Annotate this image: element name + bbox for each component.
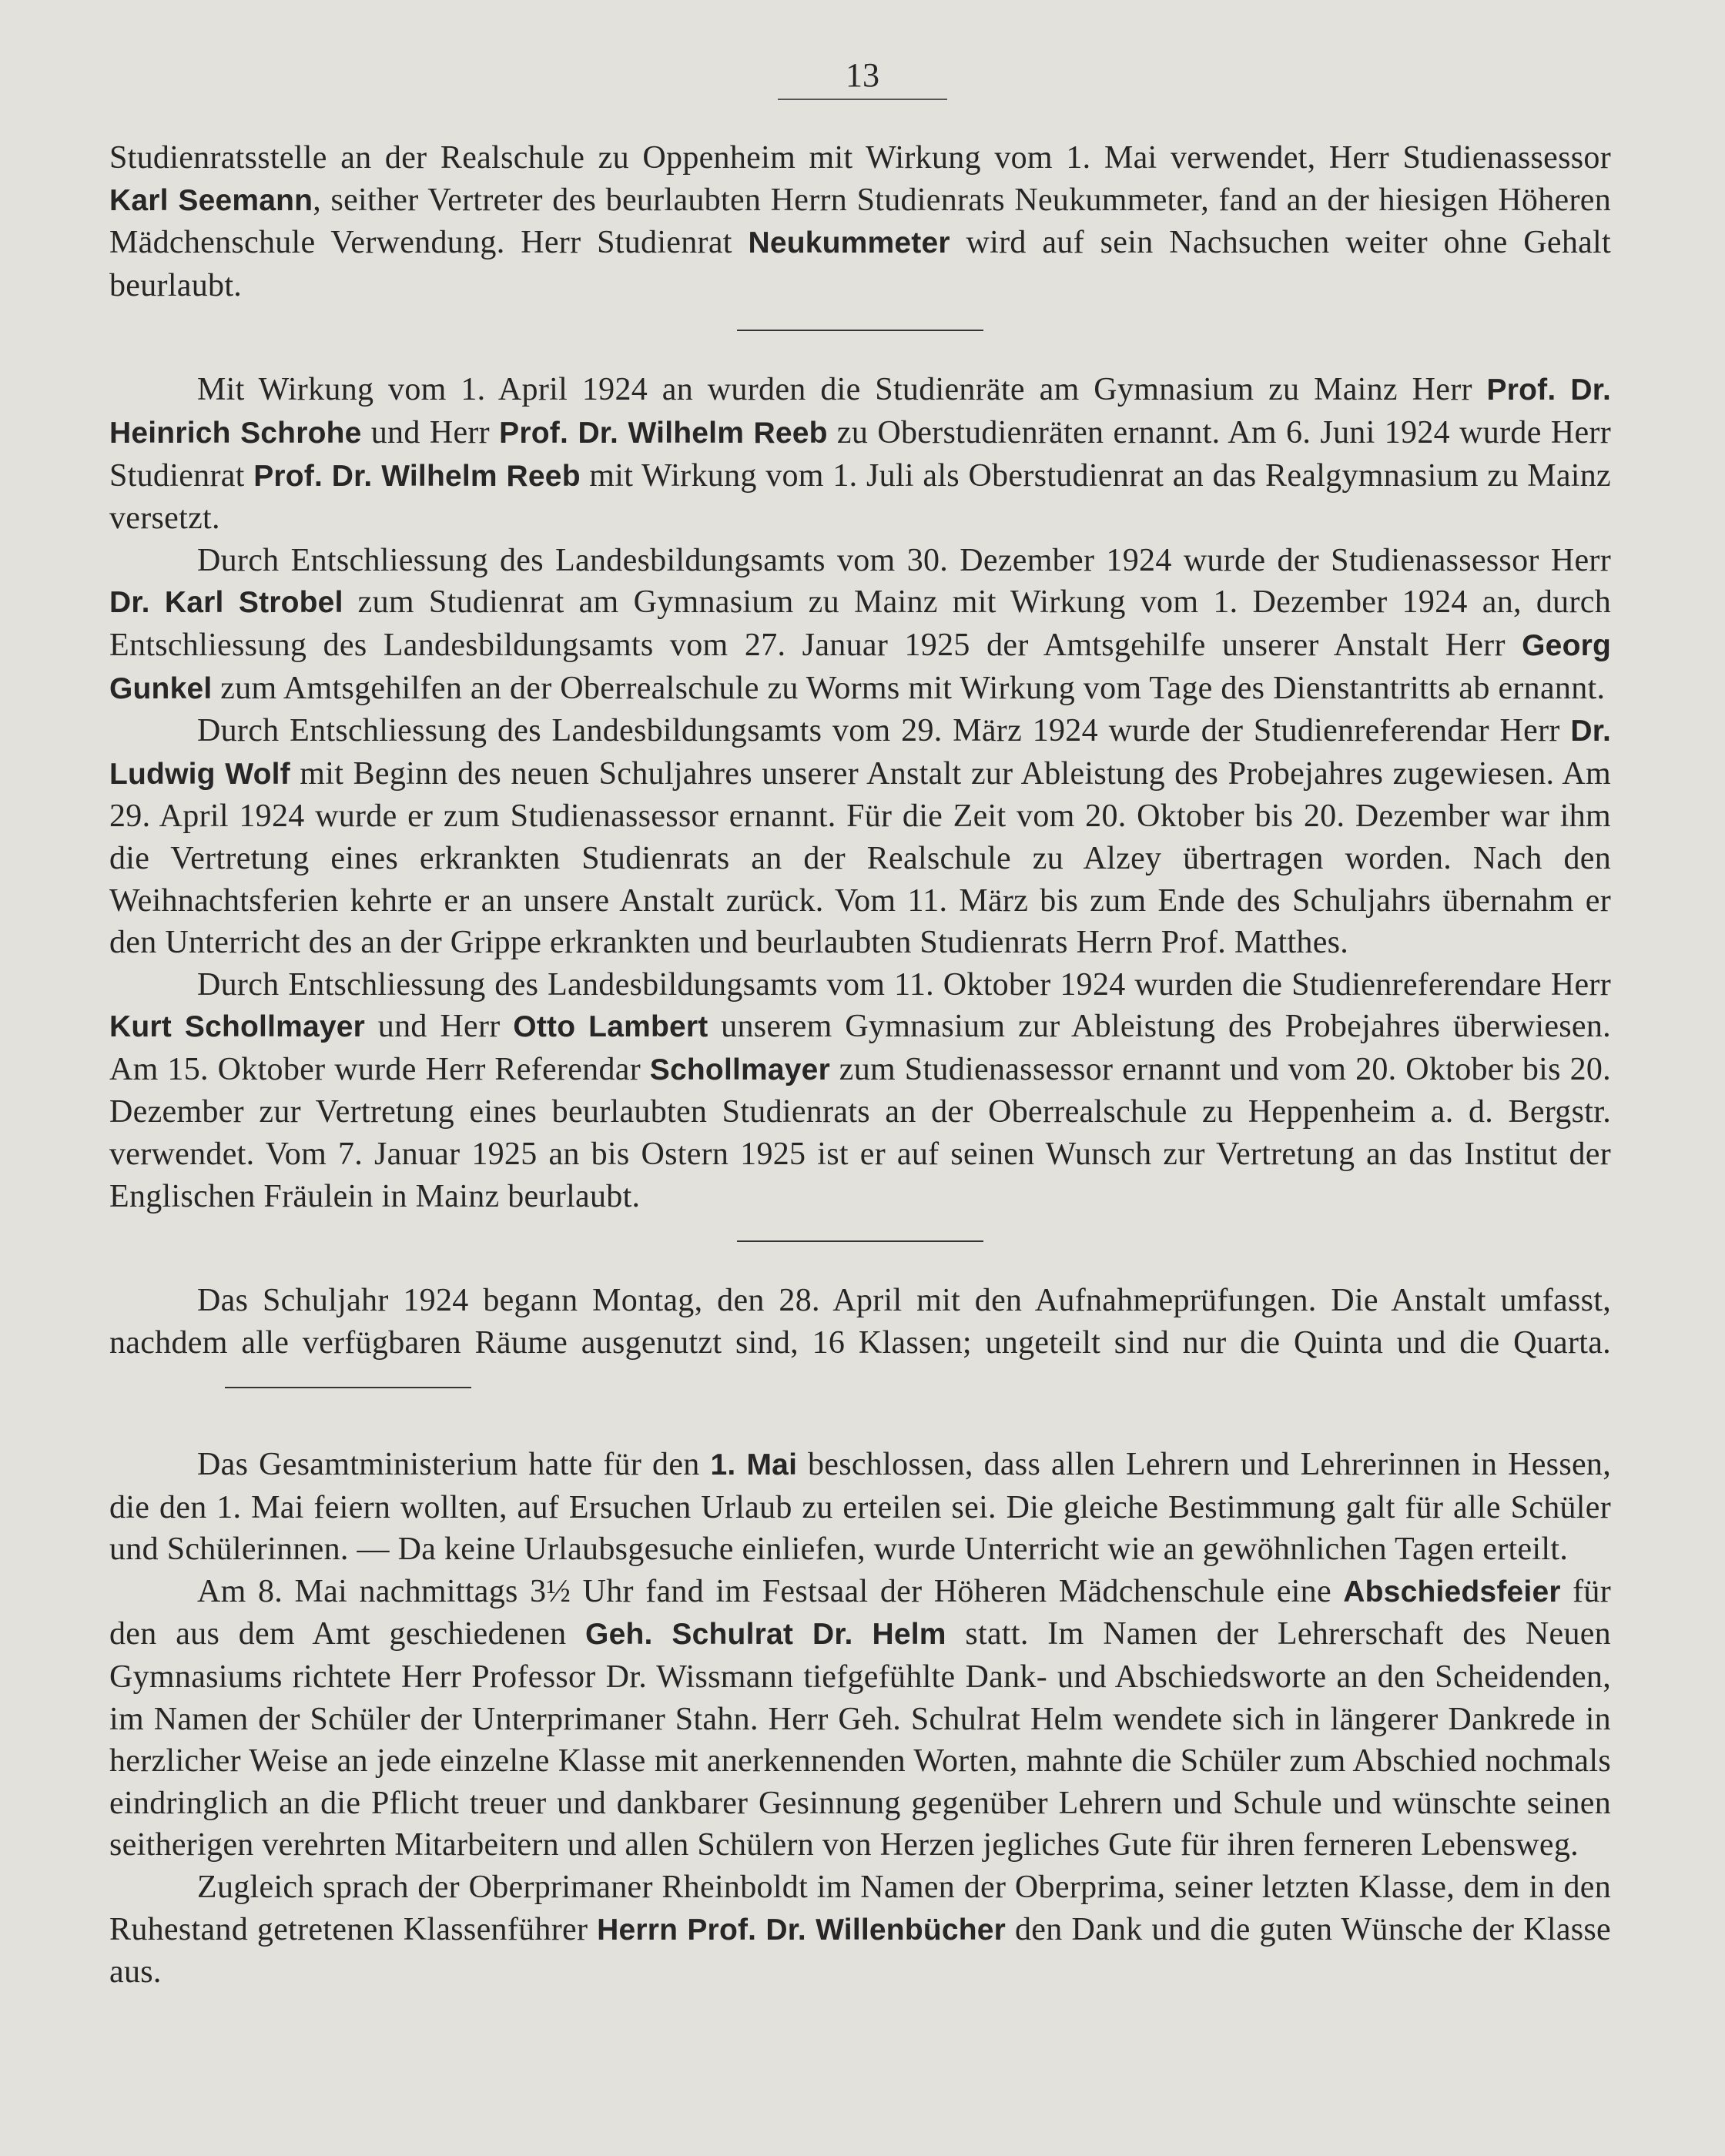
page-content — [109, 137, 1611, 1994]
bold-name: Dr. Karl Strobel — [109, 586, 343, 620]
section-divider — [737, 330, 983, 331]
section-divider — [225, 1387, 471, 1388]
section-divider — [737, 1240, 983, 1242]
bold-name: Dr. Ludwig Wolf — [109, 715, 1611, 791]
bold-name: Otto Lambert — [513, 1010, 708, 1044]
paragraph: Mit Wirkung vom 1. April 1924 an wurden die Studienräte am Gymnasium zu Mainz Herr Prof. Dr. Heinrich Schrohe und Herr Prof. Dr. Wilhelm Reeb zu Oberstudienräten ernannt. Am 6. Juni 1924 wurde Herr Studienrat Prof. Dr. Wilhelm Reeb mit Wirkung vom 1. Juli als Oberstudienrat an das Realgymnasium zu Mainz versetzt. — [109, 372, 1612, 537]
paragraph: Durch Entschliessung des Landesbildungsamts vom 29. März 1924 wurde der Studienreferendar Herr Dr. Ludwig Wolf mit Beginn des neuen Schuljahres unserer Anstalt zur Ableistung des Probejahres zugewiesen. Am 29. April 1924 wurde er zum Studienassessor ernannt. Für die Zeit vom 20. Oktober bis 20. Dezember war ihm die Vertretung eines erkrankten Studienrats an der Realschule zu Alzey übertragen worden. Nach den Weihnachtsferien kehrte er an unsere Anstalt zurück. Vom 11. März bis zum Ende des Schuljahrs übernahm er den Unterricht des an der Grippe erkrankten und beurlaubten Studienrats Herrn Prof. Matthes. — [109, 713, 1611, 961]
paragraph: Durch Entschliessung des Landesbildungsamts vom 11. Oktober 1924 wurden die Studienreferendare Herr Kurt Schollmayer und Herr Otto Lambert unserem Gymnasium zur Ableistung des Probejahres überwiesen. Am 15. Oktober wurde Herr Referendar Schollmayer zum Studienassessor ernannt und vom 20. Oktober bis 20. Dezember zur Vertretung eines beurlaubten Studienrats an der Oberrealschule zu Heppenheim a. d. Bergstr. verwendet. Vom 7. Januar 1925 an bis Ostern 1925 ist er auf seinen Wunsch zur Vertretung an das Institut der Englischen Fräulein in Mainz beurlaubt. — [109, 966, 1611, 1214]
paragraph: Zugleich sprach der Oberprimaner Rheinboldt im Namen der Oberprima, seiner letzten Klasse, dem in den Ruhestand getretenen Klassenführer Herrn Prof. Dr. Willenbücher den Dank und die guten Wünsche der Klasse aus. — [109, 1869, 1611, 1990]
paragraph: Das Schuljahr 1924 begann Montag, den 28. April mit den Aufnahmeprüfungen. Die Anstalt umfasst, nachdem alle verfügbaren Räume ausgenutzt sind, 16 Klassen; ungeteilt sind nur die Quinta und die Quarta. — [109, 1280, 1611, 1406]
bold-name: Herrn Prof. Dr. Willenbücher — [597, 1913, 1007, 1947]
bold-name: Prof. Dr. Heinrich Schrohe — [109, 373, 1612, 450]
page-number: 13 — [778, 54, 947, 100]
paragraph: Das Gesamtministerium hatte für den 1. Mai beschlossen, dass allen Lehrern und Lehrerinnen in Hessen, die den 1. Mai feiern wollten, auf Ersuchen Urlaub zu erteilen sei. Die gleiche Bestimmung galt für alle Schüler und Schülerinnen. — Da keine Urlaubsgesuche einliefen, wurde Unterricht wie an gewöhnlichen Tagen erteilt. — [109, 1447, 1612, 1568]
bold-name: Geh. Schulrat Dr. Helm — [585, 1618, 946, 1652]
paragraph: Am 8. Mai nachmittags 3½ Uhr fand im Festsaal der Höheren Mädchenschule eine Abschiedsfeier für den aus dem Amt geschiedenen Geh. Schulrat Dr. Helm statt. Im Namen der Lehrerschaft des Neuen Gymnasiums richtete Herr Professor Dr. Wissmann tiefgefühlte Dank- und Abschiedsworte an den Scheidenden, im Namen der Schüler der Unterprimaner Stahn. Herr Geh. Schulrat Helm wendete sich in längerer Dankrede in herzlicher Weise an jede einzelne Klasse mit anerkennenden Worten, mahnte die Schüler zum Abschied nochmals eindringlich an die Pflicht treuer und dankbarer Gesinnung gegenüber Lehrern und Schule und wünschte seinen seitherigen verehrten Mitarbeitern und allen Schülern von Herzen jegliches Gute für ihren ferneren Lebensweg. — [109, 1573, 1611, 1863]
paragraph: Durch Entschliessung des Landesbildungsamts vom 30. Dezember 1924 wurde der Studienassessor Herr Dr. Karl Strobel zum Studienrat am Gymnasium zu Mainz mit Wirkung vom 1. Dezember 1924 an, durch Entschliessung des Landesbildungsamts vom 27. Januar 1925 der Amtsgehilfe unserer Anstalt Herr Georg Gunkel zum Amtsgehilfen an der Oberrealschule zu Worms mit Wirkung vom Tage des Dienstantritts ab ernannt. — [109, 542, 1611, 706]
bold-name: Prof. Dr. Wilhelm Reeb — [499, 416, 828, 450]
bold-name: Schollmayer — [649, 1053, 830, 1086]
bold-name: Neukummeter — [748, 226, 950, 260]
bold-name: Karl Seemann — [109, 183, 313, 217]
bold-name: Kurt Schollmayer — [109, 1010, 366, 1044]
bold-name: Abschiedsfeier — [1343, 1575, 1561, 1609]
paragraph: Studienratsstelle an der Realschule zu Oppenheim mit Wirkung vom 1. Mai verwendet, Herr Studienassessor Karl Seemann, seither Vertreter des beurlaubten Herrn Studienrats Neukummeter, fand an der hiesigen Höheren Mädchenschule Verwendung. Herr Studienrat Neukummeter wird auf sein Nachsuchen weiter ohne Gehalt beurlaubt. — [109, 140, 1612, 303]
bold-name: 1. Mai — [710, 1448, 798, 1482]
bold-name: Prof. Dr. Wilhelm Reeb — [253, 459, 581, 493]
bold-name: Georg Gunkel — [109, 628, 1611, 705]
